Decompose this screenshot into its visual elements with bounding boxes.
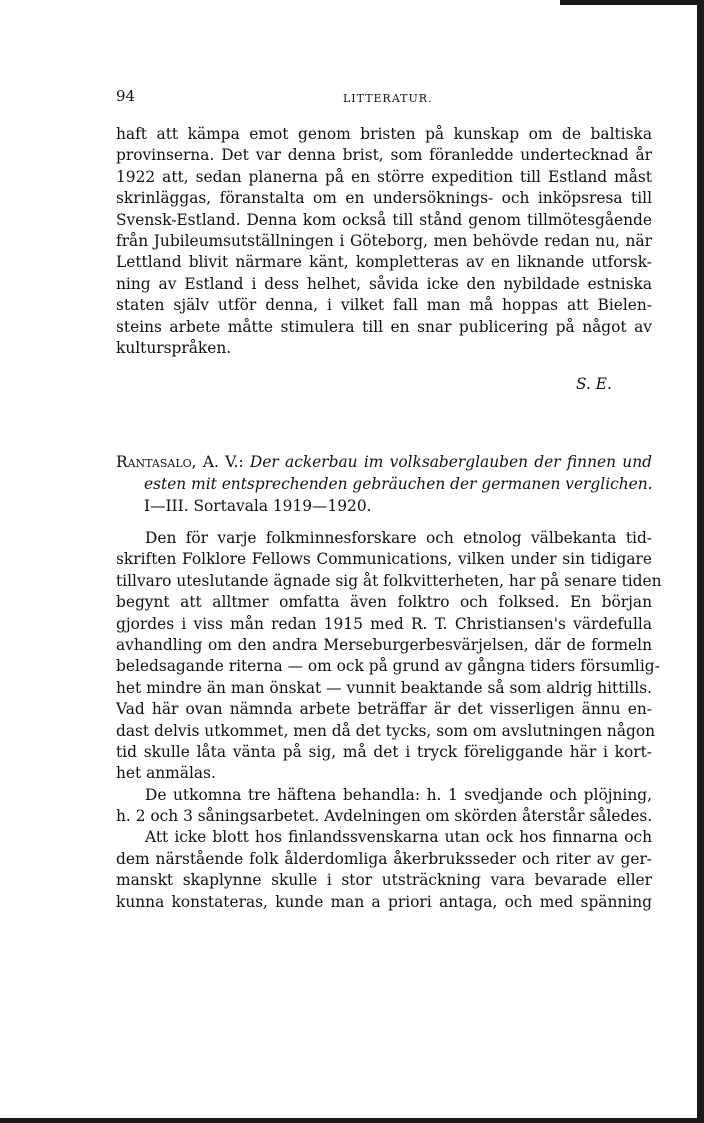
text-line: Den för varje folkminnesforskare och etnolog välbekanta tid-: [145, 529, 652, 547]
text-line: från Jubileumsutställningen i Göteborg, men behövde redan nu, när: [116, 231, 652, 250]
text-line: kunna konstateras, kunde man a priori antaga, och med spänning: [116, 892, 652, 911]
text-line: skrinläggas, föranstalta om en undersöknings- och inköpsresa till: [116, 189, 652, 208]
scan-edge-right: [697, 0, 704, 1123]
text-line: tid skulle låta vänta på sig, må det i tryck föreliggande här i kort-: [116, 742, 652, 761]
text-line: manskt skaplynne skulle i stor utsträckning vara bevarade eller: [116, 871, 652, 890]
text-line: dast delvis utkommet, men då det tycks, som om avslutningen någon: [116, 721, 656, 740]
review-2-imprint: I—III. Sortavala 1919—1920.: [144, 497, 372, 515]
review-2-title-part-2: esten mit entsprechenden gebräuchen der germanen verglichen.: [144, 475, 653, 493]
text-line: Lettland blivit närmare känt, kompletteras av en liknande utforsk-: [116, 253, 652, 272]
text-line: gjordes i viss mån redan 1915 med R. T. Christiansen's värdefulla: [116, 614, 652, 633]
text-line: het mindre än man önskat — vunnit beaktande så som aldrig hittills.: [116, 678, 652, 697]
text-line: staten själv utför denna, i vilket fall man må hoppas att Bielen-: [116, 296, 652, 315]
running-head: LITTERATUR.: [343, 92, 433, 105]
heading-line-1: [116, 451, 652, 473]
review-2-title-part-1: Der ackerbau im volksaberglauben der finnen und: [249, 453, 652, 471]
text-line: Vad här ovan nämnda arbete beträffar är det visserligen ännu en-: [116, 700, 652, 719]
text-line: avhandling om den andra Merseburgerbesvärjelsen, där de formeln: [116, 635, 652, 654]
review-2-author: Rantasalo, A. V.:: [116, 453, 244, 471]
scan-edge-top: [560, 0, 704, 5]
text-line: skriften Folklore Fellows Communications, vilken under sin tidigare: [116, 550, 652, 569]
text-line: De utkomna tre häftena behandla: h. 1 svedjande och plöjning,: [145, 785, 652, 804]
text-line: steins arbete måtte stimulera till en snar publicering på något av: [116, 317, 652, 336]
text-line: beledsagande riterna — om ock på grund av gångna tiders försumlig-: [116, 657, 660, 676]
text-line: het anmälas.: [116, 764, 216, 783]
text-line: Att icke blott hos finlandssvenskarna utan ock hos finnarna och: [145, 828, 652, 847]
review-2-text: [116, 528, 662, 913]
text-line: haft att kämpa emot genom bristen på kunskap om de baltiska: [116, 125, 652, 143]
review-1-signature: S. E.: [576, 375, 612, 393]
text-line: ning av Estland i dess helhet, såvida icke den nybildade estniska: [116, 274, 652, 293]
text-line: kulturspråken.: [116, 338, 232, 357]
text-line: tillvaro uteslutande ägnade sig åt folkvitterheten, har på senare tiden: [116, 571, 662, 590]
text-line: begynt att alltmer omfatta även folktro och folksed. En början: [116, 593, 652, 612]
text-line: provinserna. Det var denna brist, som föranledde undertecknad år: [116, 146, 652, 165]
text-line: dem närstående folk ålderdomliga åkerbruksseder och riter av ger-: [116, 849, 652, 868]
review-1-text: [116, 124, 652, 359]
scan-edge-bottom: [0, 1118, 704, 1123]
review-2-heading: [116, 451, 652, 517]
text-line: 1922 att, sedan planerna på en större expedition till Estland måst: [116, 167, 652, 186]
text-line: Svensk-Estland. Denna kom också till stånd genom tillmötesgående: [116, 210, 652, 229]
page-number: 94: [116, 87, 136, 105]
text-line: h. 2 och 3 såningsarbetet. Avdelningen om skörden återstår således.: [116, 807, 653, 826]
